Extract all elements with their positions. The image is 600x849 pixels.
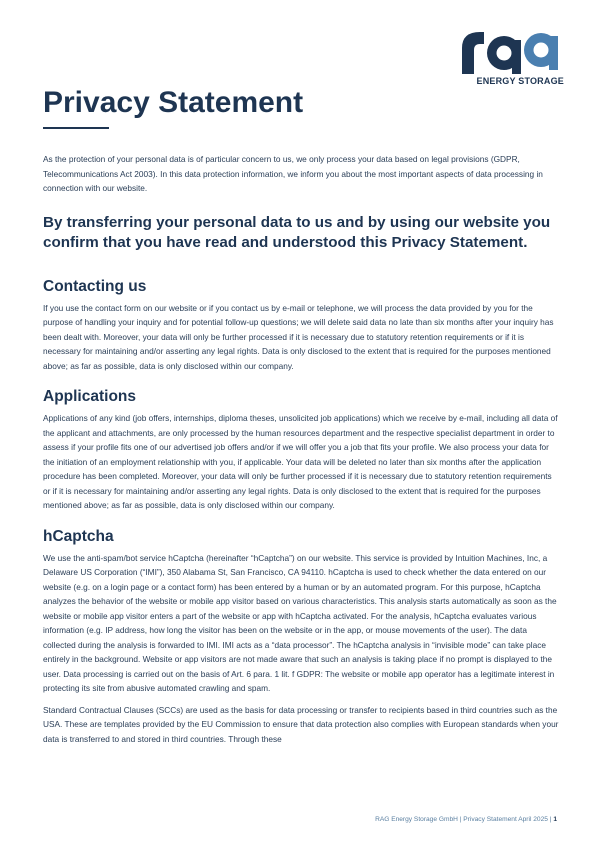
section-paragraph: If you use the contact form on our website or if you contact us by e-mail or telephone, we will process the data provided by you for the purpose of handling your inquiry and for potential follow-up questions; we will delete said data no late than six months after your inquiry has been dealt with. Moreover, your data will only be further processed if it is necessary due to statutory retention requirements or if it is necessary for maintaining and/or asserting any legal rights. Data is only disclosed to the extent that is required for the purposes mentioned above; as far as possible, data is only disclosed within our company. <box>43 302 554 371</box>
section-paragraph: Standard Contractual Clauses (SCCs) are used as the basis for data processing or transfer to recipients based in third countries such as the USA. These are templates provided by the EU Commission to ensure that data protection also complies with European standards when your data is transferred to and stored in third countries. Through these <box>43 704 559 744</box>
page-title: Privacy Statement <box>43 86 304 119</box>
section-paragraph: Applications of any kind (job offers, internships, diploma theses, unsolicited job applications) which we receive by e-mail, including all data of the applicant and attachments, are only processed by the human resources department and the respective specialist department in order to assess if your profile fits one of our advertised job offers and/or if we will offer you a job that fits your profile. We also process your data for the initiation of an employment relationship with you, if applicable. Your data will be deleted no later than six months after the application procedure has been completed. Moreover, your data will only be further processed if it is necessary due to statutory retention requirements or if it is necessary for maintaining and/or asserting any legal rights. Data is only disclosed to the extent that is required for the purposes mentioned above; as far as possible, data is only disclosed within our company. <box>43 413 558 510</box>
rag-logo-icon <box>452 26 564 76</box>
section-hcaptcha <box>43 528 561 747</box>
document-body <box>43 152 561 753</box>
logo-subtitle: ENERGY STORAGE <box>476 76 564 86</box>
footer-text: RAG Energy Storage GmbH | Privacy Statement April 2025 | <box>375 816 552 823</box>
page-footer <box>375 816 557 823</box>
section-contacting-us <box>43 278 561 374</box>
company-logo <box>452 26 564 88</box>
section-heading: Applications <box>43 388 137 405</box>
lead-statement: By transferring your personal data to us and by using our website you confirm that you have read and understood this Privacy Statement. <box>43 213 551 251</box>
title-underline <box>43 127 109 129</box>
intro-paragraph: As the protection of your personal data is of particular concern to us, we only process your data based on legal provisions (GDPR, Telecommunications Act 2003). In this data protection information, we inform you about the most important aspects of data processing in connection with our website. <box>43 154 543 193</box>
section-applications <box>43 388 561 513</box>
section-heading: Contacting us <box>43 277 147 295</box>
page-number: 1 <box>553 816 557 823</box>
section-paragraph: We use the anti-spam/bot service hCaptcha (hereinafter “hCaptcha”) on our website. This service is provided by Intuition Machines, Inc, a Delaware US Corporation (“IMI”), 350 Alabama St, San Francisco, CA 94110. hCaptcha is used to check whether the data entered on our website (e.g. on a login page or a contact form) has been entered by a human or by an automated program. For this purpose, hCaptcha analyzes the behavior of the website or mobile app visitor based on various characteristics. This analysis starts automatically as soon as the website or mobile app visitor enters a part of the website or app with hCaptcha activated. For the analysis, hCaptcha evaluates various information (e.g. IP address, how long the visitor has been on the website or in the app, or mouse movements of the user). The data collected during the analysis is forwarded to IMI. IMI acts as a “data processor”. The hCaptcha analysis in “invisible mode” can take place entirely in the background. Website or app visitors are not made aware that such an analysis is taking place if no prompt is displayed to the user. Data processing is carried out on the basis of Art. 6 para. 1 lit. f GDPR: The website or mobile app operator has a legitimate interest in protecting its site from abusive automated crawling and spam. <box>43 552 557 693</box>
section-heading: hCaptcha <box>43 527 114 545</box>
